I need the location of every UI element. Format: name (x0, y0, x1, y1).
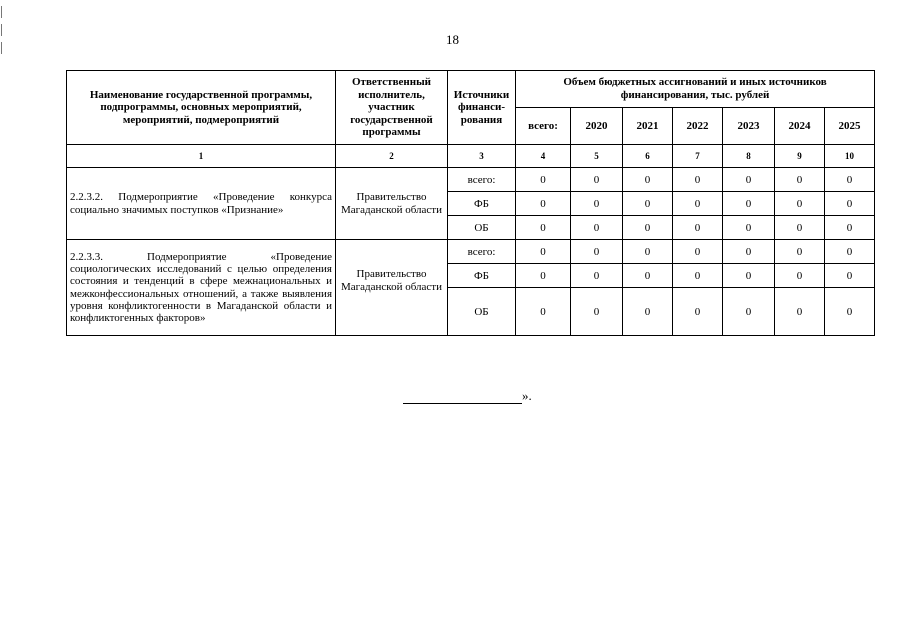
value-cell: 0 (571, 264, 623, 288)
value-cell: 0 (825, 216, 875, 240)
column-number: 7 (673, 145, 723, 168)
value-cell: 0 (571, 288, 623, 336)
header-year: 2024 (775, 108, 825, 145)
value-cell: 0 (825, 264, 875, 288)
value-cell: 0 (723, 288, 775, 336)
value-cell: 0 (723, 168, 775, 192)
funding-source: ФБ (448, 264, 516, 288)
column-number: 2 (336, 145, 448, 168)
header-sources: Источники финанси-рования (448, 71, 516, 145)
value-cell: 0 (673, 240, 723, 264)
value-cell: 0 (673, 216, 723, 240)
closing-quote: ». (522, 388, 532, 403)
budget-table (66, 70, 875, 336)
column-number: 3 (448, 145, 516, 168)
measure-name: 2.2.3.3. Подмероприятие «Проведение социологических исследований с целью определения состояния и тенденций в сфере межнациональных и межконфессиональных отношений, а также выявления уровня конфликтогенности в Магаданской области и конфликтогенных факторов» (67, 240, 336, 336)
executor-name: Правительство Магаданской области (336, 168, 448, 240)
funding-source: ОБ (448, 288, 516, 336)
column-number-row (67, 145, 875, 168)
value-cell: 0 (775, 288, 825, 336)
header-year: 2020 (571, 108, 623, 145)
value-cell: 0 (775, 192, 825, 216)
page-number: 18 (446, 32, 459, 47)
value-cell: 0 (723, 240, 775, 264)
scan-edge-marks (0, 0, 3, 60)
value-cell: 0 (673, 288, 723, 336)
table-row (67, 240, 875, 264)
value-cell: 0 (775, 264, 825, 288)
column-number: 9 (775, 145, 825, 168)
funding-source: ФБ (448, 192, 516, 216)
executor-name: Правительство Магаданской области (336, 240, 448, 336)
value-cell: 0 (516, 264, 571, 288)
value-cell: 0 (623, 192, 673, 216)
value-cell: 0 (825, 192, 875, 216)
closing-underline (403, 390, 522, 404)
value-cell: 0 (623, 168, 673, 192)
value-cell: 0 (623, 264, 673, 288)
value-cell: 0 (516, 288, 571, 336)
header-executor: Ответственный исполнитель, участник государственной программы (336, 71, 448, 145)
value-cell: 0 (623, 216, 673, 240)
funding-source: всего: (448, 240, 516, 264)
column-number: 1 (67, 145, 336, 168)
value-cell: 0 (723, 216, 775, 240)
value-cell: 0 (825, 168, 875, 192)
header-year: 2023 (723, 108, 775, 145)
value-cell: 0 (571, 216, 623, 240)
value-cell: 0 (825, 288, 875, 336)
column-number: 6 (623, 145, 673, 168)
value-cell: 0 (673, 192, 723, 216)
table-row (67, 168, 875, 192)
value-cell: 0 (775, 216, 825, 240)
value-cell: 0 (673, 168, 723, 192)
value-cell: 0 (571, 168, 623, 192)
value-cell: 0 (516, 240, 571, 264)
value-cell: 0 (623, 240, 673, 264)
header-year: 2021 (623, 108, 673, 145)
value-cell: 0 (516, 192, 571, 216)
value-cell: 0 (516, 168, 571, 192)
value-cell: 0 (775, 240, 825, 264)
column-number: 10 (825, 145, 875, 168)
header-total: всего: (516, 108, 571, 145)
value-cell: 0 (723, 192, 775, 216)
header-row (67, 71, 875, 108)
value-cell: 0 (623, 288, 673, 336)
funding-source: всего: (448, 168, 516, 192)
header-year: 2025 (825, 108, 875, 145)
value-cell: 0 (673, 264, 723, 288)
value-cell: 0 (723, 264, 775, 288)
value-cell: 0 (571, 240, 623, 264)
header-volume: Объем бюджетных ассигнований и иных источников финансирования, тыс. рублей (516, 71, 875, 108)
value-cell: 0 (775, 168, 825, 192)
column-number: 4 (516, 145, 571, 168)
value-cell: 0 (516, 216, 571, 240)
funding-source: ОБ (448, 216, 516, 240)
header-name: Наименование государственной программы, подпрограммы, основных мероприятий, мероприятий, подмероприятий (67, 71, 336, 145)
measure-name: 2.2.3.2. Подмероприятие «Проведение конкурса социально значимых поступков «Признание» (67, 168, 336, 240)
value-cell: 0 (825, 240, 875, 264)
column-number: 8 (723, 145, 775, 168)
value-cell: 0 (571, 192, 623, 216)
column-number: 5 (571, 145, 623, 168)
header-year: 2022 (673, 108, 723, 145)
closing-mark (403, 388, 532, 404)
